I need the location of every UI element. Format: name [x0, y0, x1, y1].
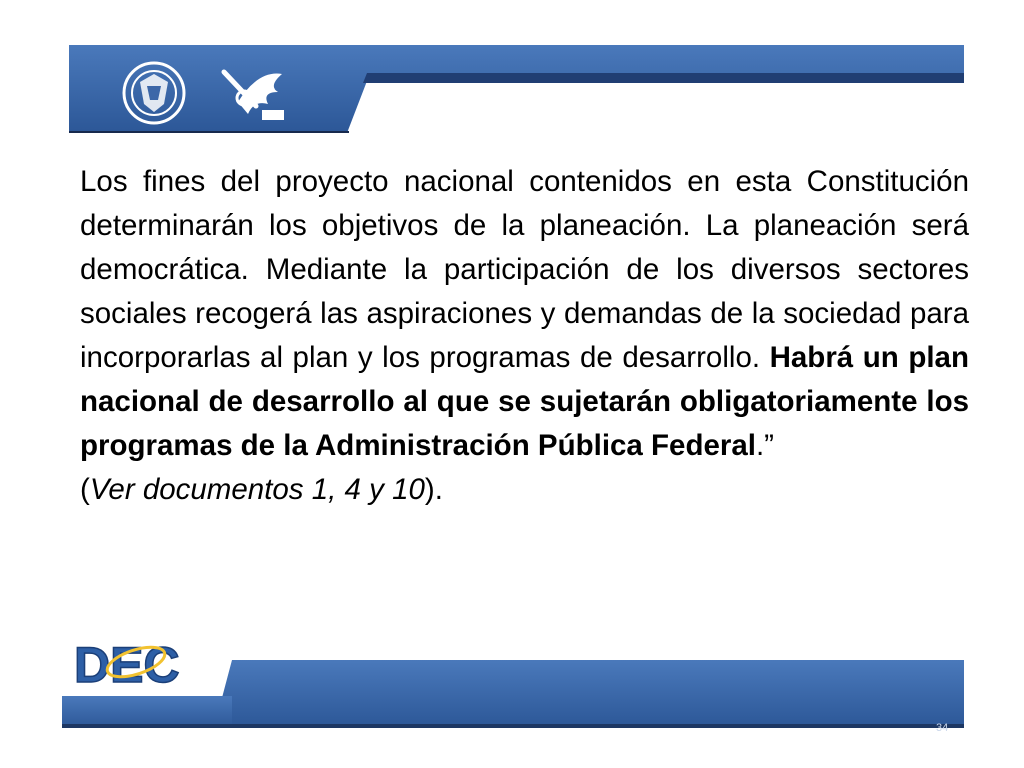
reference-documents: Ver documentos 1, 4 y 10 [89, 473, 425, 506]
dec-logo-icon [70, 628, 198, 692]
quote-paragraph [80, 160, 969, 468]
page-number: 34 [936, 722, 949, 734]
fca-emblem-icon [218, 62, 290, 124]
reference-open-paren: ( [80, 473, 90, 506]
quote-plain-text: Los fines del proyecto nacional contenidos en esta Constitución determinarán los objetivos de la planeación. La planeación será democrática. Mediante la participación de los diversos sectores sociales recogerá las aspiraciones y demandas de la sociedad para incorporarlas al plan y los programas de desarrollo. [80, 165, 969, 374]
quote-closing-mark: .” [755, 429, 774, 462]
header-band [69, 45, 964, 133]
reference-close-paren: ). [424, 473, 443, 506]
slide-body-text [80, 160, 969, 512]
dec-logo-text: DEC [74, 637, 180, 692]
reference-line [80, 468, 969, 512]
quote-bold-text: Habrá un plan nacional de desarrollo al que se sujetarán obligatoriamente los programas de la Administración Pública Federal [80, 341, 969, 462]
unam-seal-icon [120, 60, 188, 126]
